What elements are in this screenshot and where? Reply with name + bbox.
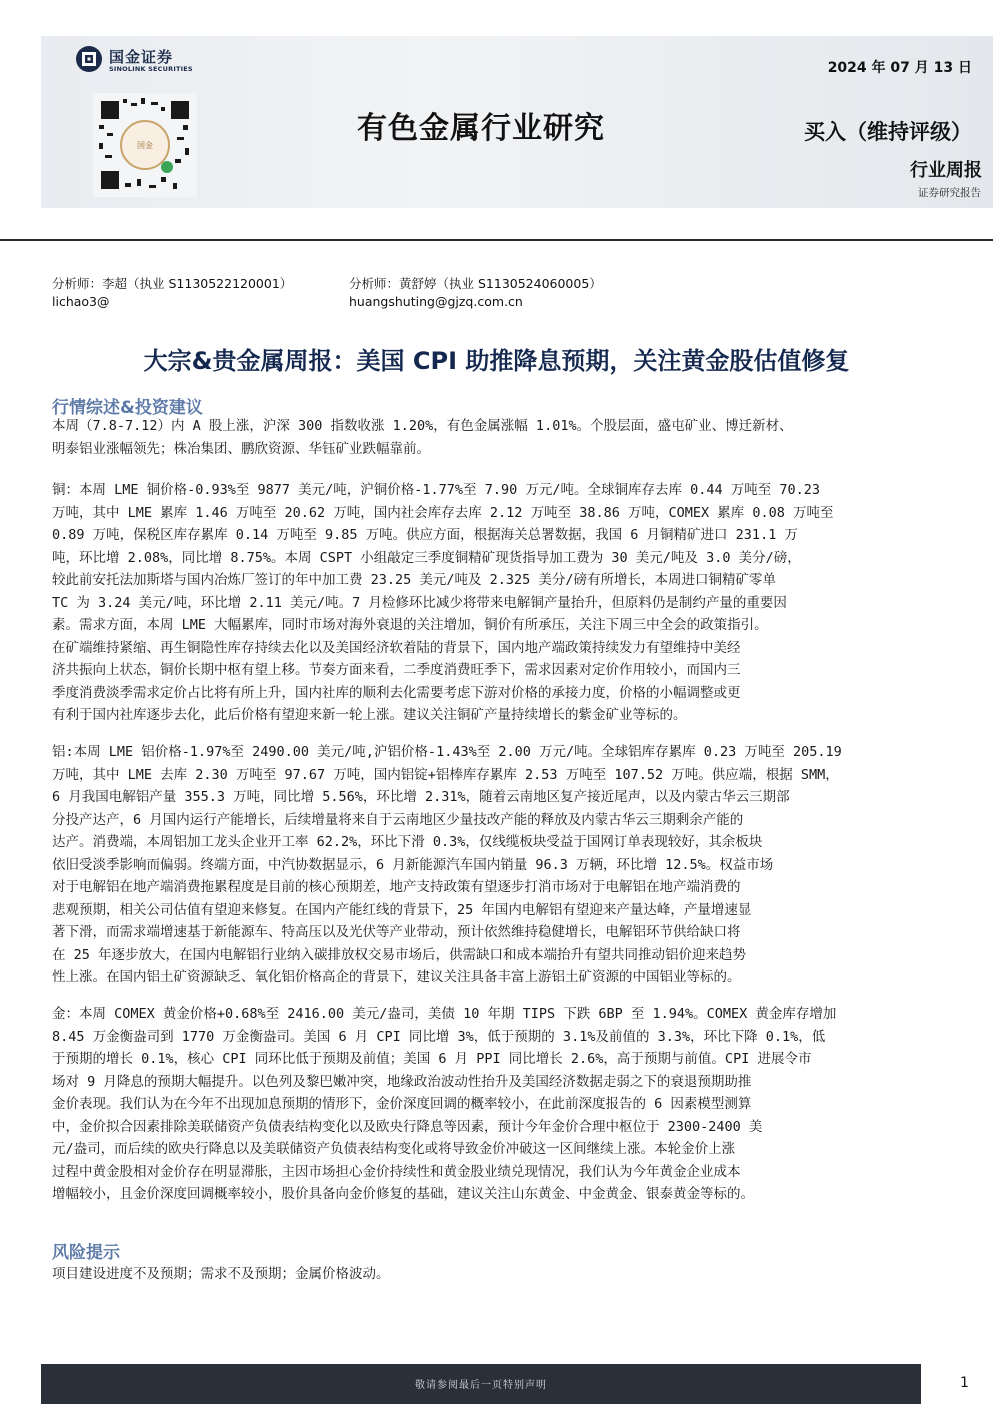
text-line: 性上涨。在国内铝土矿资源缺乏、氧化铝价格高企的背景下，建议关注具备丰富上游铝土矿资源的中国铝业等标的。: [52, 969, 741, 985]
qr-code-icon: [93, 93, 197, 197]
analyst-1-name: 分析师：李超（执业 S1130522120001）: [52, 276, 293, 291]
analyst-1-email[interactable]: lichao3@: [52, 294, 110, 309]
text-line: 万吨，其中 LME 累库 1.46 万吨至 20.62 万吨，国内社会库存去库 2.12 万吨至 38.86 万吨，COMEX 累库 0.08 万吨至: [52, 504, 834, 521]
text-line: 元/盎司，而后续的欧央行降息以及美联储资产负债表结构变化或将导致金价冲破这一区间继续上涨。本轮金价上涨: [52, 1141, 736, 1157]
text-line: TC 为 3.24 美元/吨，环比增 2.11 美元/吨。7 月检修环比减少将带来电解铜产量抬升，但原料仍是制约产量的重要因: [52, 594, 787, 611]
text-line: 明泰铝业涨幅领先；株冶集团、鹏欣资源、华钰矿业跌幅靠前。: [52, 440, 430, 457]
section-heading-risk: 风险提示: [52, 1243, 120, 1263]
report-date: 2024 年 07 月 13 日: [827, 60, 972, 76]
logo-chinese-name: 国金证券: [109, 48, 174, 66]
text-line: 万吨，其中 LME 去库 2.30 万吨至 97.67 万吨，国内铝锭+铝棒库存累库 2.53 万吨至 107.52 万吨。供应端，根据 SMM，: [52, 766, 839, 783]
main-title: 大宗&贵金属周报：美国 CPI 助推降息预期，关注黄金股估值修复: [143, 347, 850, 375]
report-subtype: 证券研究报告: [918, 187, 981, 199]
text-line: 悲观预期，相关公司估值有望迎来修复。在国内产能红线的背景下，25 年国内电解铝有望迎来产量达峰，产量增速显: [52, 901, 752, 918]
logo-english-name: SINOLINK SECURITIES: [109, 65, 193, 73]
text-line: 增幅较小，且金价深度回调概率较小，股价具备向金价修复的基础，建议关注山东黄金、中金黄金、银泰黄金等标的。: [52, 1186, 754, 1202]
text-line: 于预期的增长 0.1%，核心 CPI 同环比低于预期及前值；美国 6 月 PPI 同比增长 2.6%，高于预期与前值。CPI 进展令市: [52, 1051, 812, 1067]
text-line: 本周（7.8-7.12）内 A 股上涨，沪深 300 指数收涨 1.20%，有色金属涨幅 1.01%。个股层面，盛屯矿业、博迁新材、: [52, 418, 793, 434]
text-line: 在 25 年逐步放大，在国内电解铝行业纳入碳排放权交易市场后，供需缺口和成本端抬升有望共同推动铝价迎来趋势: [52, 946, 747, 963]
text-line: 达产。消费端，本周铝加工龙头企业开工率 62.2%，环比下滑 0.3%，仅线缆板块受益于国网订单表现较好，其余板块: [52, 834, 763, 850]
header-divider: [0, 239, 993, 241]
text-line: 济共振向上状态，铜价长期中枢有望上移。节奏方面来看，二季度消费旺季下，需求因素对定价作用较小，而国内三: [52, 662, 741, 678]
paragraph-aluminum: [52, 741, 942, 989]
text-line: 铝:本周 LME 铝价格-1.97%至 2490.00 美元/吨,沪铝价格-1.43%至 2.00 万元/吨。全球铝库存累库 0.23 万吨至 205.19: [52, 744, 842, 760]
report-title: 有色金属行业研究: [357, 111, 605, 146]
text-line: 项目建设进度不及预期；需求不及预期；金属价格波动。: [52, 1266, 390, 1282]
svg-text:国金: 国金: [137, 141, 153, 150]
footer-bar: [41, 1364, 921, 1404]
report-type: 行业周报: [910, 160, 982, 181]
rating-badge: 买入（维持评级）: [804, 120, 972, 144]
text-line: 6 月我国电解铝产量 355.3 万吨，同比增 5.56%，环比增 2.31%，随着云南地区复产接近尾声，以及内蒙古华云三期部: [52, 789, 790, 805]
sinolink-logo-icon: [75, 45, 103, 73]
text-line: 分投产达产，6 月国内运行产能增长，后续增量将来自于云南地区少量技改产能的释放及内蒙古华云三期剩余产能的: [52, 811, 744, 828]
text-line: 有利于国内社库逐步去化，此后价格有望迎来新一轮上涨。建议关注铜矿产量持续增长的紫金矿业等标的。: [52, 707, 687, 723]
text-line: 金价表现。我们认为在今年不出现加息预期的情形下，金价深度回调的概率较小，在此前深度报告的 6 因素模型测算: [52, 1096, 752, 1112]
text-line: 场对 9 月降息的预期大幅提升。以色列及黎巴嫩冲突，地缘政治波动性抬升及美国经济数据走弱之下的衰退预期助推: [52, 1073, 752, 1090]
text-line: 过程中黄金股相对金价存在明显滞胀，主因市场担心金价持续性和黄金股业绩兑现情况，我们认为今年黄金企业成本: [52, 1163, 741, 1180]
text-line: 0.89 万吨，保税区库存累库 0.14 万吨至 9.85 万吨。供应方面，根据海关总署数据，我国 6 月铜精矿进口 231.1 万: [52, 527, 798, 543]
analyst-2-name: 分析师：黄舒婷（执业 S1130524060005）: [349, 276, 602, 291]
paragraph-risk: [52, 1263, 942, 1286]
text-line: 较此前安托法加斯塔与国内冶炼厂签订的年中加工费 23.25 美元/吨及 2.325 美分/磅有所增长，本周进口铜精矿零单: [52, 572, 777, 588]
text-line: 依旧受淡季影响而偏弱。终端方面，中汽协数据显示，6 月新能源汽车国内销量 96.3 万辆，环比增 12.5%。权益市场: [52, 856, 774, 873]
company-logo: [75, 45, 225, 77]
text-line: 金：本周 COMEX 黄金价格+0.68%至 2416.00 美元/盎司，美债 10 年期 TIPS 下跌 6BP 至 1.94%。COMEX 黄金库存增加: [52, 1006, 837, 1022]
paragraph-gold: [52, 1003, 942, 1206]
footer-disclaimer: 敬请参阅最后一页特别声明: [415, 1380, 547, 1391]
paragraph-copper: [52, 479, 942, 727]
text-line: 在矿端维持紧缩、再生铜隐性库存持续去化以及美国经济软着陆的背景下，国内地产端政策持续发力有望维持中美经: [52, 639, 741, 656]
page-number: 1: [960, 1375, 969, 1391]
text-line: 季度消费淡季需求定价占比将有所上升，国内社库的顺利去化需要考虑下游对价格的承接力度，价格的小幅调整或更: [52, 684, 741, 701]
text-line: 8.45 万金衡盎司到 1770 万金衡盎司。美国 6 月 CPI 同比增 3%，低于预期的 3.1%及前值的 3.3%，环比下降 0.1%，低: [52, 1028, 826, 1045]
section-heading-overview: 行情综述&投资建议: [52, 398, 203, 418]
text-line: 对于电解铝在地产端消费拖累程度是目前的核心预期差，地产支持政策有望逐步打消市场对于电解铝在地产端消费的: [52, 879, 741, 895]
analyst-2-email[interactable]: huangshuting@gjzq.com.cn: [349, 294, 523, 309]
text-line: 著下滑，而需求端增速基于新能源车、特高压以及光伏等产业带动，预计依然维持稳健增长，电解铝环节供给缺口将: [52, 924, 741, 940]
paragraph-market-summary: [52, 415, 942, 460]
text-line: 素。需求方面，本周 LME 大幅累库，同时市场对海外衰退的关注增加，铜价有所承压，关注下周三中全会的政策指引。: [52, 617, 768, 633]
text-line: 吨，环比增 2.08%，同比增 8.75%。本周 CSPT 小组敲定三季度铜精矿现货指导加工费为 30 美元/吨及 3.0 美分/磅，: [52, 549, 801, 566]
text-line: 中，金价拟合因素排除美联储资产负债表结构变化以及欧央行降息等因素，预计今年金价合理中枢位于 2300-2400 美: [52, 1118, 763, 1135]
text-line: 铜：本周 LME 铜价格-0.93%至 9877 美元/吨，沪铜价格-1.77%至 7.90 万元/吨。全球铜库存去库 0.44 万吨至 70.23: [52, 482, 820, 498]
